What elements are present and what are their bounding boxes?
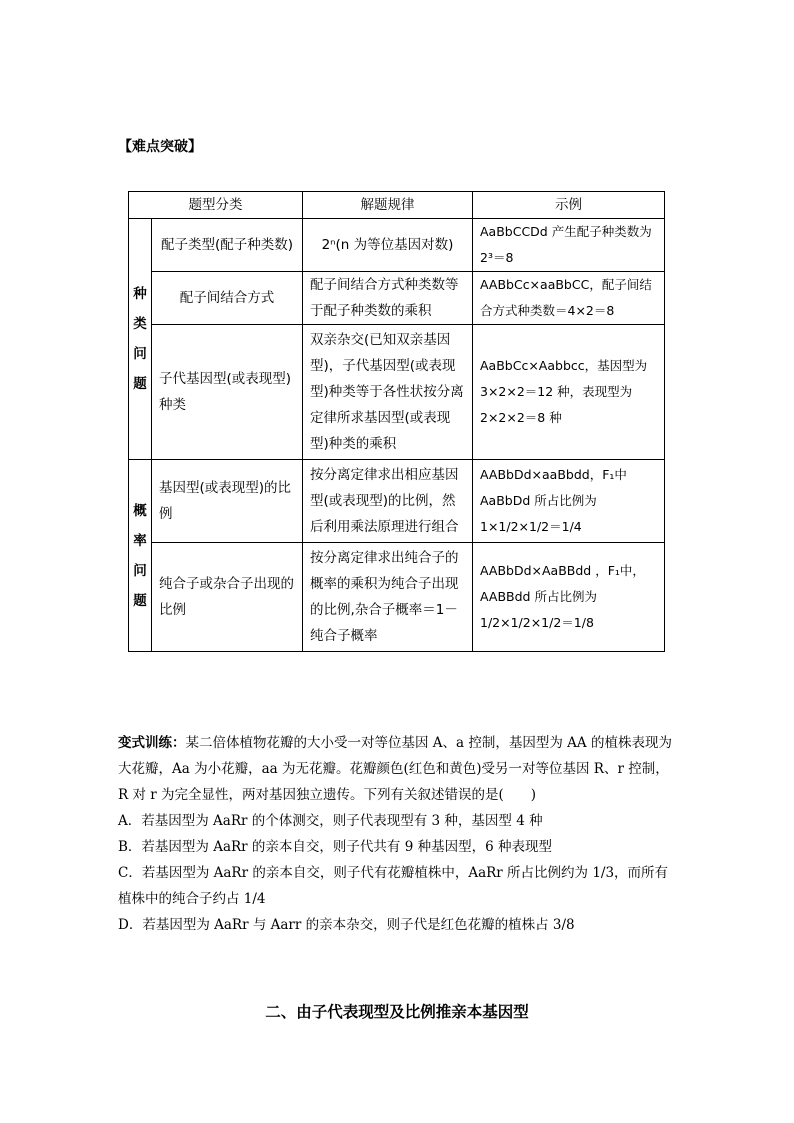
- rule-cell: 配子间结合方式种类数等于配子种类数的乘积: [303, 272, 473, 325]
- rule-cell: 按分离定律求出纯合子的概率的乘积为纯合子出现的比例,杂合子概率＝1－纯合子概率: [303, 543, 473, 652]
- type-cell: 配子间结合方式: [152, 272, 303, 325]
- table-row: [129, 219, 665, 272]
- option-a: A．若基因型为 AaRr 的个体测交，则子代表现型有 3 种，基因型 4 种: [118, 813, 543, 829]
- table-row: [129, 272, 665, 325]
- section-heading: 【难点突破】: [118, 139, 202, 155]
- example-cell: AaBbCCDd 产生配子种类数为 2³＝8: [473, 219, 665, 272]
- type-cell: 子代基因型(或表现型)种类: [152, 325, 303, 460]
- example-cell: AABbCc×aaBbCC，配子间结合方式种类数＝4×2＝8: [473, 272, 665, 325]
- practice-question: [118, 730, 678, 938]
- header-type: 题型分类: [129, 192, 303, 219]
- question-text: 某二倍体植物花瓣的大小受一对等位基因 A、a 控制，基因型为 AA 的植株表现为大花瓣，Aa 为小花瓣，aa 为无花瓣。花瓣颜色(红色和黄色)受另一对等位基因 R、r 控制，R 对 r 为完全显性，两对基因独立遗传。下列有关叙述错误的是( ): [118, 735, 672, 803]
- header-example: 示例: [473, 192, 665, 219]
- section-title: 二、由子代表现型及比例推亲本基因型: [265, 1003, 529, 1021]
- category-probability: 概 率 问 题: [129, 460, 152, 652]
- table-row: [129, 543, 665, 652]
- rule-cell: 双亲杂交(已知双亲基因型)，子代基因型(或表现型)种类等于各性状按分离定律所求基因型(或表现型)种类的乘积: [303, 325, 473, 460]
- type-cell: 配子类型(配子种类数): [152, 219, 303, 272]
- example-cell: AABbDd×aaBbdd，F₁中AaBbDd 所占比例为 1×1/2×1/2＝1/4: [473, 460, 665, 543]
- option-d: D．若基因型为 AaRr 与 Aarr 的亲本杂交，则子代是红色花瓣的植株占 3/8: [118, 917, 575, 933]
- type-cell: 纯合子或杂合子出现的比例: [152, 543, 303, 652]
- table-row: [129, 460, 665, 543]
- rule-cell: 2ⁿ(n 为等位基因对数): [303, 219, 473, 272]
- category-quantity: 种 类 问 题: [129, 219, 152, 460]
- table-row: [129, 325, 665, 460]
- header-rule: 解题规律: [303, 192, 473, 219]
- example-cell: AaBbCc×Aabbcc，基因型为 3×2×2＝12 种，表现型为 2×2×2＝8 种: [473, 325, 665, 460]
- option-b: B．若基因型为 AaRr 的亲本自交，则子代共有 9 种基因型，6 种表现型: [118, 839, 552, 855]
- question-lead: 变式训练：: [118, 735, 186, 751]
- question-stem: [118, 730, 678, 808]
- example-cell: AABbDd×AaBBdd ，F₁中，AABBdd 所占比例为 1/2×1/2×1/2＝1/8: [473, 543, 665, 652]
- type-cell: 基因型(或表现型)的比例: [152, 460, 303, 543]
- table-header-row: [129, 192, 665, 219]
- rule-cell: 按分离定律求出相应基因型(或表现型)的比例，然后利用乘法原理进行组合: [303, 460, 473, 543]
- summary-table: [128, 191, 665, 652]
- option-c: C．若基因型为 AaRr 的亲本自交，则子代有花瓣植株中，AaRr 所占比例约为 1/3，而所有植株中的纯合子约占 1/4: [118, 865, 669, 907]
